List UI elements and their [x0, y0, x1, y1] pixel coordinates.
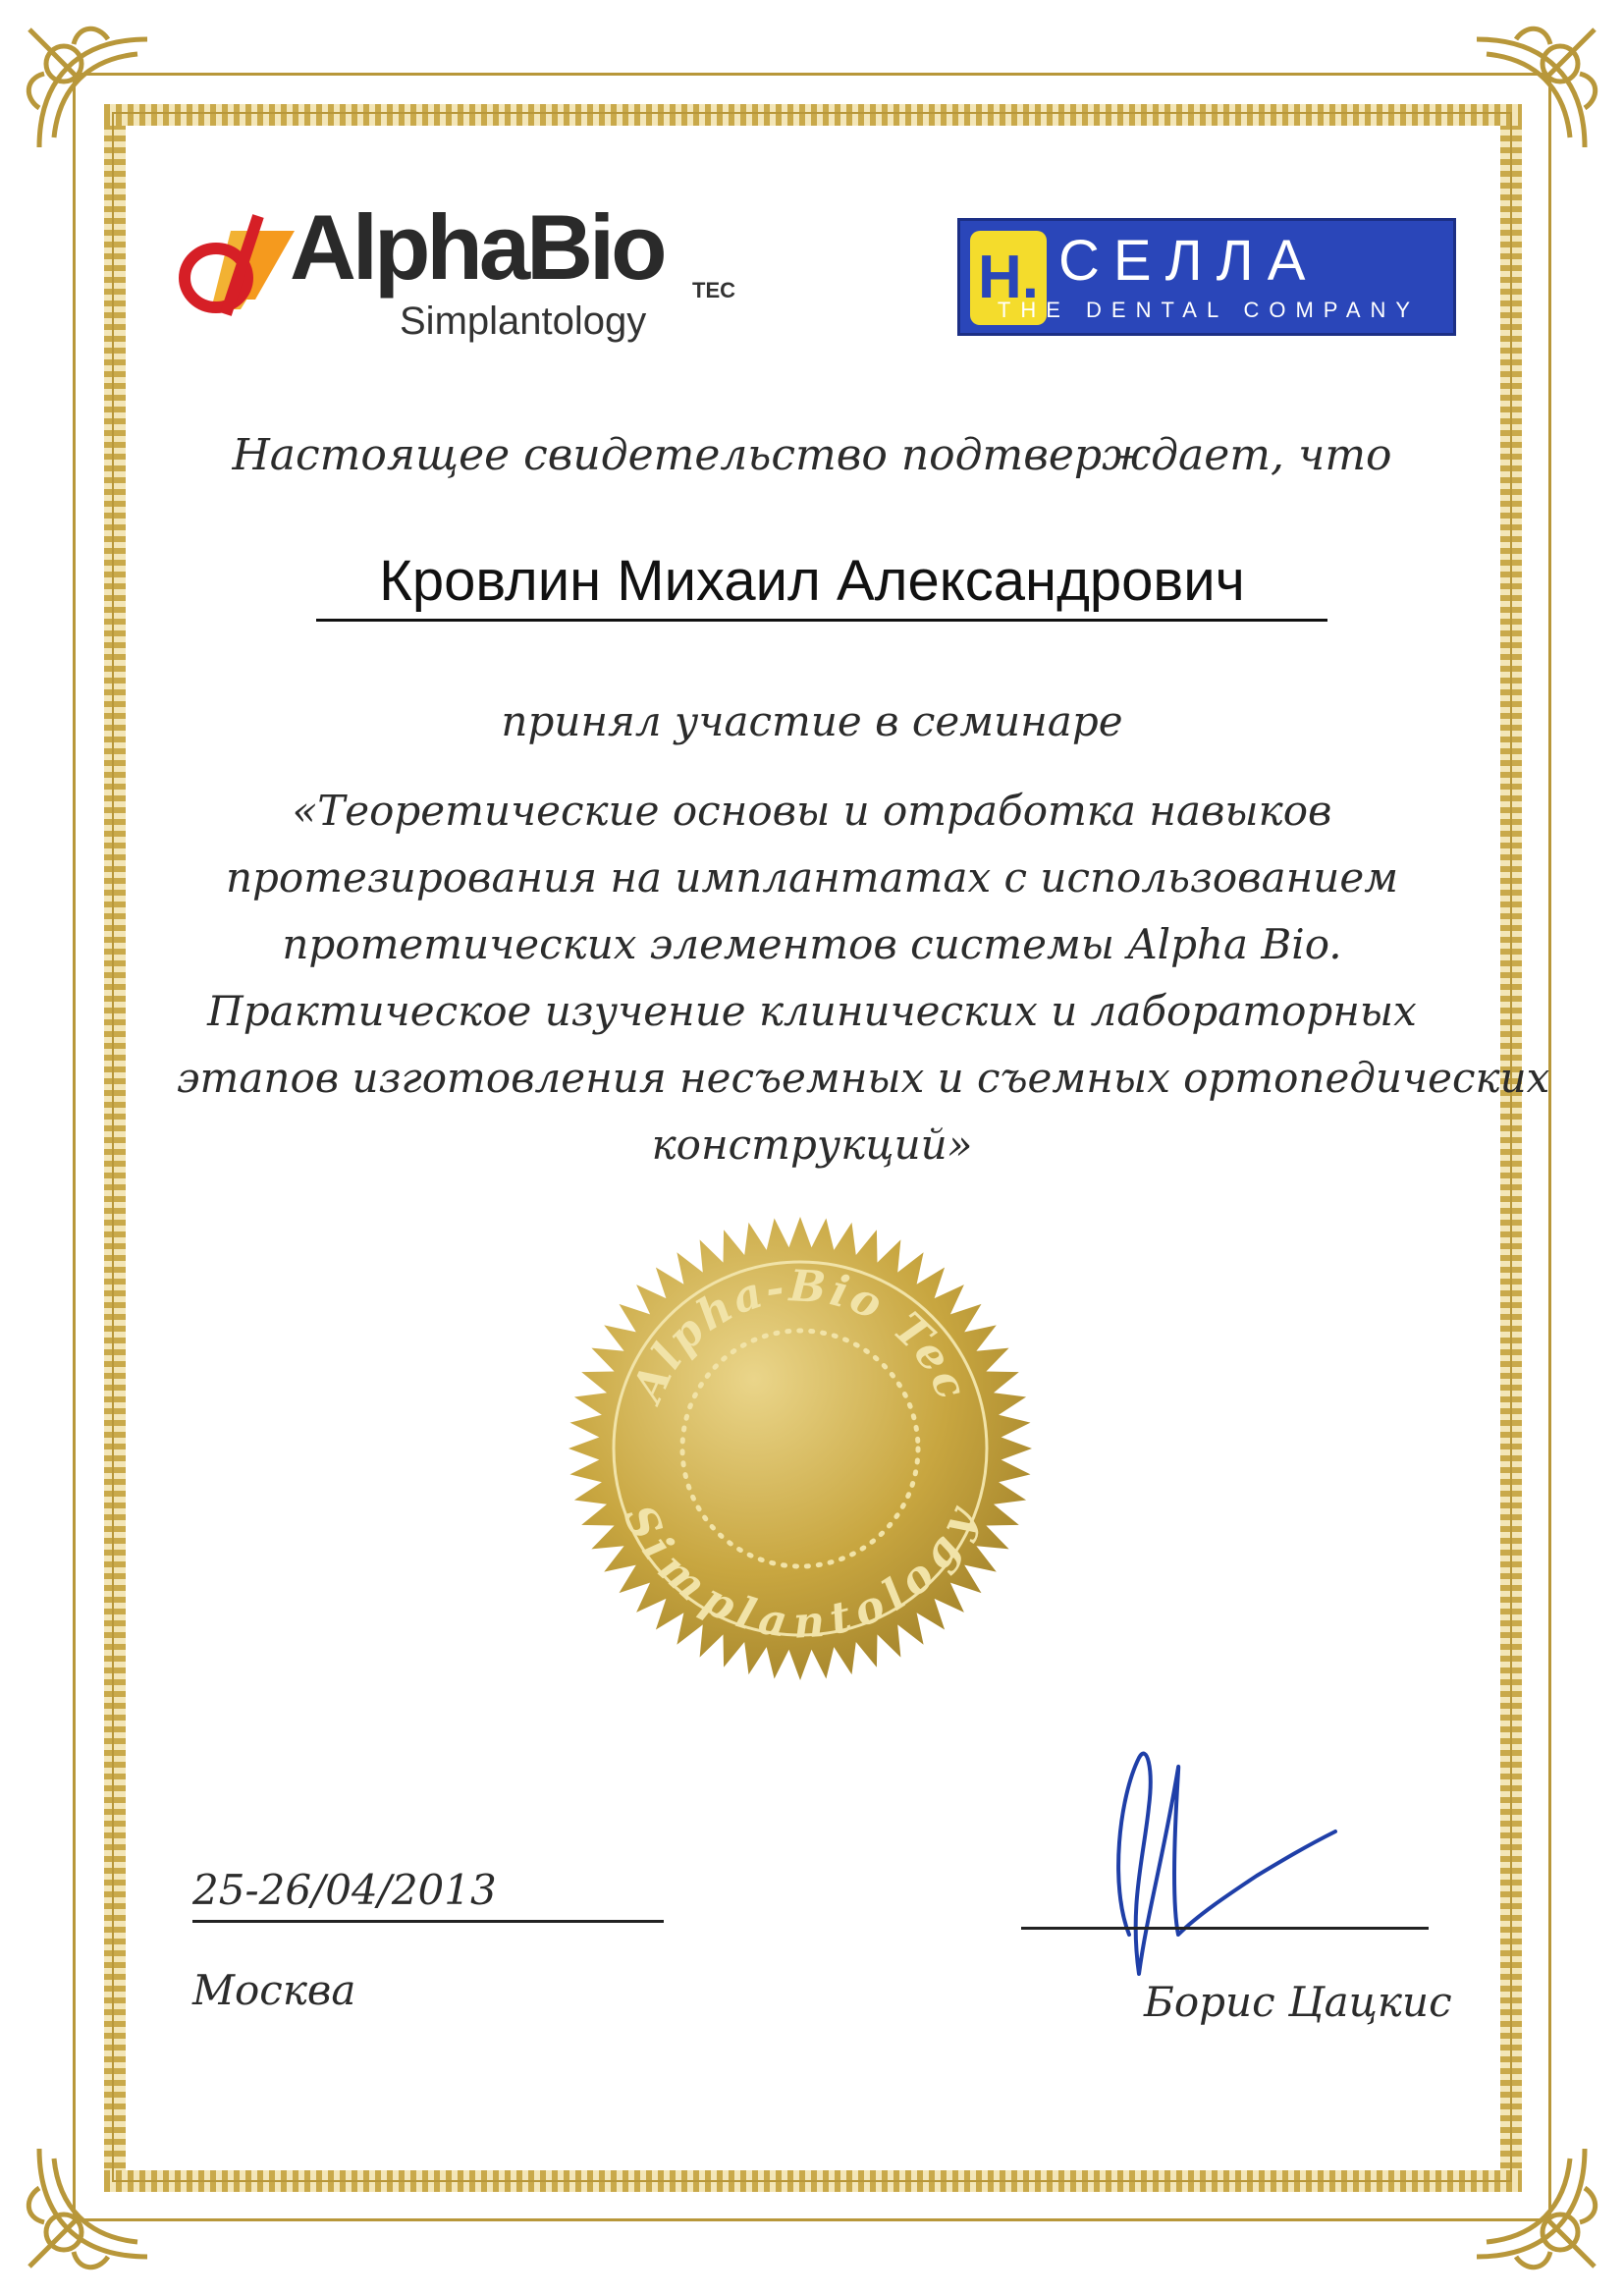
date-underline [192, 1920, 664, 1923]
cella-logo-name: СЕЛЛА [1058, 229, 1320, 293]
alpha-bio-wordmark: AlphaBio [290, 195, 664, 299]
corner-ornament-icon [20, 20, 167, 167]
handwritten-signature [1070, 1738, 1355, 1994]
seal-bottom-text: Simplantology [613, 1498, 988, 1649]
seminar-line: Практическое изучение клинических и лабораторных [207, 987, 1417, 1035]
alpha-bio-tec: TEC [692, 278, 735, 302]
alpha-bio-logo [172, 195, 735, 349]
alpha-bio-tagline: Simplantology [400, 300, 647, 343]
alpha-bio-mark-icon [172, 211, 309, 319]
participation-text: принял участие в семинаре [501, 697, 1123, 745]
corner-ornament-icon [1457, 20, 1604, 167]
seal-top-text: Alpha-Bio Tec [623, 1261, 978, 1409]
seminar-line: «Теоретические основы и отработка навыков [292, 787, 1332, 835]
seminar-line: этапов изготовления несъемных и съемных ортопедических [177, 1054, 1550, 1102]
corner-ornament-icon [1457, 2129, 1604, 2276]
recipient-underline [316, 619, 1327, 622]
seminar-line: протезирования на имплантатах с использованием [225, 853, 1399, 902]
seminar-line: конструкций» [651, 1121, 973, 1169]
seminar-title [177, 778, 1550, 1178]
recipient-name: Кровлин Михаил Александрович [379, 549, 1245, 613]
event-date: 25-26/04/2013 [192, 1866, 497, 1914]
signer-name: Борис Цацкис [1144, 1978, 1452, 2026]
certificate-intro: Настоящее свидетельство подтверждает, что [232, 430, 1392, 480]
signature-underline [1021, 1927, 1429, 1930]
cella-logo-tagline: THE DENTAL COMPANY [997, 298, 1421, 322]
event-city: Москва [192, 1966, 356, 2014]
cella-logo [957, 218, 1456, 336]
seminar-line: протетических элементов системы Alpha Bio. [282, 920, 1342, 968]
corner-ornament-icon [20, 2129, 167, 2276]
gold-seal [565, 1213, 1036, 1684]
cella-logo-letter: H. [970, 231, 1047, 325]
